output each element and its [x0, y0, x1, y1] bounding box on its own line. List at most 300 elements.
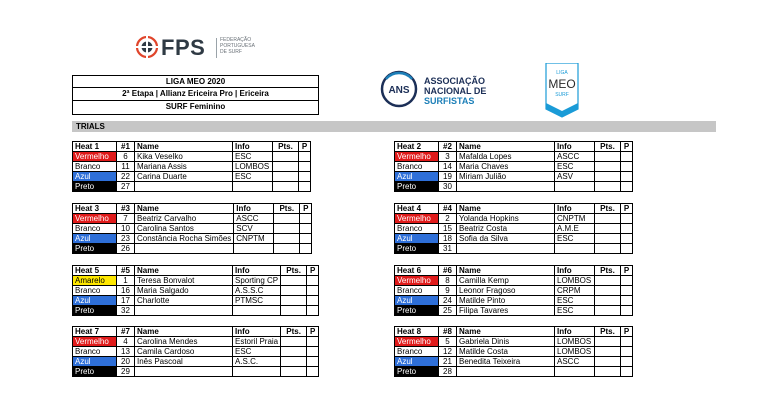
points-cell [273, 162, 299, 172]
place-cell [300, 244, 312, 254]
seed-cell: 27 [117, 182, 135, 192]
surfer-name-cell: Yolanda Hopkins [457, 214, 555, 224]
ans-wordmark [424, 76, 486, 106]
heat-label: Heat 4 [395, 204, 439, 214]
jersey-color-cell: Azul [73, 172, 117, 182]
surfer-name-cell: Matilde Pinto [457, 296, 555, 306]
club-info-cell: ESC [233, 172, 273, 182]
heat-number: #6 [439, 266, 457, 276]
table-row [73, 357, 319, 367]
seed-cell: 4 [117, 337, 135, 347]
club-info-cell: ASCC [234, 214, 274, 224]
seed-cell: 30 [439, 182, 457, 192]
place-cell [307, 296, 319, 306]
surfer-name-cell: Carolina Mendes [135, 337, 233, 347]
ans-line-3: SURFISTAS [424, 96, 475, 106]
jersey-color-cell: Branco [73, 224, 117, 234]
liga-meo-logo [545, 63, 579, 118]
col-header-name: Name [135, 142, 233, 152]
club-info-cell: LOMBOS [555, 337, 595, 347]
club-info-cell: A.M.E [555, 224, 595, 234]
place-cell [307, 276, 319, 286]
points-cell [274, 224, 300, 234]
place-cell [299, 162, 311, 172]
jersey-color-cell: Branco [395, 347, 439, 357]
points-cell [281, 357, 307, 367]
place-cell [621, 337, 633, 347]
table-row [73, 276, 319, 286]
jersey-color-cell: Branco [73, 347, 117, 357]
ans-emblem-icon [380, 70, 418, 108]
points-cell [595, 306, 621, 316]
seed-cell: 5 [439, 337, 457, 347]
heat-table [394, 265, 633, 316]
col-header-p: P [300, 204, 312, 214]
jersey-color-cell: Azul [395, 172, 439, 182]
seed-cell: 21 [439, 357, 457, 367]
points-cell [281, 347, 307, 357]
points-cell [281, 276, 307, 286]
points-cell [595, 214, 621, 224]
col-header-name: Name [457, 266, 555, 276]
table-row [73, 214, 312, 224]
fps-logo [136, 34, 261, 66]
table-row [395, 286, 633, 296]
col-header-info: Info [555, 327, 595, 337]
club-info-cell: ESC [555, 234, 595, 244]
trials-section-bar: TRIALS [72, 121, 716, 132]
col-header-info: Info [555, 204, 595, 214]
table-row [395, 296, 633, 306]
table-row [73, 367, 319, 377]
jersey-color-cell: Preto [73, 306, 117, 316]
club-info-cell [233, 182, 273, 192]
club-info-cell: Sporting CP [233, 276, 281, 286]
place-cell [299, 152, 311, 162]
club-info-cell: CNPTM [234, 234, 274, 244]
points-cell [595, 152, 621, 162]
place-cell [621, 276, 633, 286]
col-header-info: Info [233, 266, 281, 276]
surfer-name-cell: Camilla Kemp [457, 276, 555, 286]
col-header-name: Name [457, 204, 555, 214]
col-header-info: Info [555, 142, 595, 152]
heat-label: Heat 2 [395, 142, 439, 152]
club-info-cell [233, 306, 281, 316]
heat-table [394, 203, 633, 254]
heat-label: Heat 7 [73, 327, 117, 337]
place-cell [299, 172, 311, 182]
points-cell [595, 347, 621, 357]
place-cell [621, 152, 633, 162]
seed-cell: 15 [439, 224, 457, 234]
jersey-color-cell: Branco [73, 286, 117, 296]
table-row [73, 152, 311, 162]
heat-header-row [395, 327, 633, 337]
surfer-name-cell [135, 367, 233, 377]
jersey-color-cell: Azul [395, 357, 439, 367]
points-cell [274, 234, 300, 244]
col-header-pts: Pts. [595, 327, 621, 337]
table-row [395, 367, 633, 377]
place-cell [621, 244, 633, 254]
seed-cell: 6 [117, 152, 135, 162]
place-cell [307, 337, 319, 347]
table-row [395, 347, 633, 357]
seed-cell: 17 [117, 296, 135, 306]
heat-table [72, 265, 319, 316]
surfer-name-cell: Matilde Costa [457, 347, 555, 357]
jersey-color-cell: Preto [395, 306, 439, 316]
table-row [395, 244, 633, 254]
jersey-color-cell: Branco [395, 286, 439, 296]
club-info-cell: A.S.C. [233, 357, 281, 367]
seed-cell: 18 [439, 234, 457, 244]
seed-cell: 8 [439, 276, 457, 286]
table-row [73, 162, 311, 172]
col-header-info: Info [233, 327, 281, 337]
points-cell [281, 367, 307, 377]
seed-cell: 14 [439, 162, 457, 172]
jersey-color-cell: Vermelho [73, 152, 117, 162]
col-header-pts: Pts. [281, 327, 307, 337]
table-row [73, 224, 312, 234]
club-info-cell: LOMBOS [555, 347, 595, 357]
place-cell [621, 347, 633, 357]
surfer-name-cell: Maria Salgado [135, 286, 233, 296]
place-cell [621, 306, 633, 316]
table-row [73, 337, 319, 347]
points-cell [595, 224, 621, 234]
seed-cell: 31 [439, 244, 457, 254]
surfer-name-cell: Constância Rocha Simões [135, 234, 234, 244]
col-header-p: P [621, 266, 633, 276]
heat-number: #4 [439, 204, 457, 214]
surfer-name-cell: Gabriela Dinis [457, 337, 555, 347]
seed-cell: 1 [117, 276, 135, 286]
surfer-name-cell: Teresa Bonvalot [135, 276, 233, 286]
jersey-color-cell: Azul [395, 234, 439, 244]
points-cell [273, 152, 299, 162]
col-header-name: Name [135, 204, 234, 214]
jersey-color-cell: Azul [73, 234, 117, 244]
seed-cell: 16 [117, 286, 135, 296]
surfer-name-cell: Carina Duarte [135, 172, 233, 182]
heat-header-row [73, 204, 312, 214]
club-info-cell: CNPTM [555, 214, 595, 224]
seed-cell: 7 [117, 214, 135, 224]
club-info-cell [233, 367, 281, 377]
seed-cell: 23 [117, 234, 135, 244]
points-cell [595, 337, 621, 347]
surfer-name-cell: Filipa Tavares [457, 306, 555, 316]
heat-table [394, 326, 633, 377]
heat-label: Heat 5 [73, 266, 117, 276]
table-row [395, 152, 633, 162]
seed-cell: 20 [117, 357, 135, 367]
table-row [73, 296, 319, 306]
place-cell [621, 172, 633, 182]
heat-number: #1 [117, 142, 135, 152]
fps-sub-line-2: PORTUGUESA [220, 43, 255, 49]
club-info-cell [234, 244, 274, 254]
surfer-name-cell: Sofia da Silva [457, 234, 555, 244]
seed-cell: 11 [117, 162, 135, 172]
points-cell [281, 296, 307, 306]
seed-cell: 12 [439, 347, 457, 357]
fps-emblem-icon [136, 36, 158, 58]
col-header-pts: Pts. [595, 142, 621, 152]
seed-cell: 25 [439, 306, 457, 316]
club-info-cell: ASCC [555, 357, 595, 367]
table-row [73, 182, 311, 192]
club-info-cell: PTMSC [233, 296, 281, 306]
place-cell [621, 367, 633, 377]
jersey-color-cell: Amarelo [73, 276, 117, 286]
points-cell [273, 182, 299, 192]
surfer-name-cell: Benedita Teixeira [457, 357, 555, 367]
jersey-color-cell: Branco [395, 224, 439, 234]
category-title: SURF Feminino [165, 101, 226, 111]
meo-main: MEO [548, 77, 576, 91]
place-cell [307, 357, 319, 367]
club-info-cell: ASCC [555, 152, 595, 162]
col-header-p: P [621, 142, 633, 152]
place-cell [621, 286, 633, 296]
stage-title: 2ª Etapa | Allianz Ericeira Pro | Ericeira [73, 88, 318, 100]
meo-top: LIGA [556, 70, 568, 76]
points-cell [281, 286, 307, 296]
col-header-info: Info [555, 266, 595, 276]
heat-header-row [395, 204, 633, 214]
heat-label: Heat 1 [73, 142, 117, 152]
seed-cell: 2 [439, 214, 457, 224]
heat-number: #8 [439, 327, 457, 337]
heat-number: #2 [439, 142, 457, 152]
league-title: LIGA MEO 2020 [73, 76, 318, 88]
points-cell [274, 244, 300, 254]
club-info-cell [555, 182, 595, 192]
heat-label: Heat 6 [395, 266, 439, 276]
col-header-pts: Pts. [281, 266, 307, 276]
points-cell [595, 182, 621, 192]
ans-logo [380, 70, 500, 110]
table-row [73, 347, 319, 357]
surfer-name-cell [135, 182, 233, 192]
ans-mark: ANS [388, 85, 410, 96]
club-info-cell: LOMBOS [233, 162, 273, 172]
club-info-cell: ESC [233, 347, 281, 357]
col-header-pts: Pts. [595, 266, 621, 276]
col-header-p: P [307, 266, 319, 276]
heat-number: #3 [117, 204, 135, 214]
surfer-name-cell: Inês Pascoal [135, 357, 233, 367]
seed-cell: 24 [439, 296, 457, 306]
place-cell [621, 182, 633, 192]
heat-header-row [73, 266, 319, 276]
table-row [73, 172, 311, 182]
heat-table [72, 326, 319, 377]
place-cell [300, 234, 312, 244]
heat-label: Heat 8 [395, 327, 439, 337]
ans-line-1: ASSOCIAÇÃO [424, 76, 486, 86]
surfer-name-cell: Beatriz Costa [457, 224, 555, 234]
table-row [73, 234, 312, 244]
jersey-color-cell: Azul [73, 357, 117, 367]
table-row [395, 234, 633, 244]
jersey-color-cell: Branco [395, 162, 439, 172]
jersey-color-cell: Preto [73, 182, 117, 192]
points-cell [595, 276, 621, 286]
place-cell [300, 224, 312, 234]
surfer-name-cell: Camila Cardoso [135, 347, 233, 357]
surfer-name-cell [457, 367, 555, 377]
col-header-p: P [621, 327, 633, 337]
col-header-p: P [621, 204, 633, 214]
seed-cell: 3 [439, 152, 457, 162]
table-row [395, 182, 633, 192]
place-cell [307, 306, 319, 316]
heat-header-row [395, 142, 633, 152]
ans-line-2: NACIONAL DE [424, 86, 487, 96]
place-cell [621, 224, 633, 234]
seed-cell: 13 [117, 347, 135, 357]
club-info-cell: ESC [555, 306, 595, 316]
table-row [395, 337, 633, 347]
surfer-name-cell [135, 306, 233, 316]
surfer-name-cell: Mariana Assis [135, 162, 233, 172]
col-header-name: Name [135, 327, 233, 337]
table-row [73, 286, 319, 296]
col-header-name: Name [457, 327, 555, 337]
club-info-cell: ESC [555, 296, 595, 306]
jersey-color-cell: Azul [395, 296, 439, 306]
points-cell [595, 244, 621, 254]
place-cell [299, 182, 311, 192]
heat-label: Heat 3 [73, 204, 117, 214]
heat-header-row [73, 142, 311, 152]
club-info-cell: ESC [555, 162, 595, 172]
heat-number: #5 [117, 266, 135, 276]
heat-table [72, 141, 311, 192]
jersey-color-cell: Vermelho [395, 214, 439, 224]
surfer-name-cell [457, 182, 555, 192]
jersey-color-cell: Preto [395, 244, 439, 254]
points-cell [274, 214, 300, 224]
points-cell [595, 162, 621, 172]
points-cell [595, 286, 621, 296]
fps-sub-line-1: FEDERAÇÃO [220, 37, 252, 43]
place-cell [621, 234, 633, 244]
place-cell [621, 162, 633, 172]
col-header-name: Name [135, 266, 233, 276]
points-cell [273, 172, 299, 182]
surfer-name-cell: Kika Veselko [135, 152, 233, 162]
jersey-color-cell: Vermelho [73, 337, 117, 347]
heat-header-row [73, 327, 319, 337]
table-row [395, 306, 633, 316]
surfer-name-cell: Charlotte [135, 296, 233, 306]
seed-cell: 19 [439, 172, 457, 182]
club-info-cell: CRPM [555, 286, 595, 296]
event-title-box [72, 75, 319, 115]
col-header-pts: Pts. [274, 204, 300, 214]
meo-bottom: SURF [555, 92, 569, 98]
place-cell [621, 357, 633, 367]
club-info-cell: SCV [234, 224, 274, 234]
col-header-name: Name [457, 142, 555, 152]
club-info-cell: Estoril Praia [233, 337, 281, 347]
jersey-color-cell: Preto [395, 182, 439, 192]
fps-sub-line-3: DE SURF [220, 49, 242, 55]
jersey-color-cell: Vermelho [395, 152, 439, 162]
surfer-name-cell: Carolina Santos [135, 224, 234, 234]
jersey-color-cell: Vermelho [395, 276, 439, 286]
points-cell [595, 357, 621, 367]
table-row [395, 224, 633, 234]
seed-cell: 28 [439, 367, 457, 377]
club-info-cell: LOMBOS [555, 276, 595, 286]
heat-table [394, 141, 633, 192]
surfer-name-cell: Beatriz Carvalho [135, 214, 234, 224]
jersey-color-cell: Preto [395, 367, 439, 377]
fps-acronym: FPS [161, 35, 206, 60]
fps-divider [216, 38, 217, 58]
place-cell [307, 367, 319, 377]
col-header-info: Info [233, 142, 273, 152]
club-info-cell [555, 367, 595, 377]
table-row [395, 214, 633, 224]
club-info-cell: ESC [233, 152, 273, 162]
seed-cell: 10 [117, 224, 135, 234]
jersey-color-cell: Preto [73, 244, 117, 254]
points-cell [595, 296, 621, 306]
heat-header-row [395, 266, 633, 276]
surfer-name-cell [457, 244, 555, 254]
seed-cell: 9 [439, 286, 457, 296]
surfer-name-cell: Mafalda Lopes [457, 152, 555, 162]
jersey-color-cell: Preto [73, 367, 117, 377]
place-cell [300, 214, 312, 224]
seed-cell: 26 [117, 244, 135, 254]
points-cell [595, 172, 621, 182]
table-row [73, 306, 319, 316]
heat-number: #7 [117, 327, 135, 337]
table-row [395, 162, 633, 172]
club-info-cell: ASV [555, 172, 595, 182]
jersey-color-cell: Branco [73, 162, 117, 172]
col-header-p: P [307, 327, 319, 337]
col-header-p: P [299, 142, 311, 152]
jersey-color-cell: Vermelho [395, 337, 439, 347]
club-info-cell [555, 244, 595, 254]
place-cell [621, 214, 633, 224]
points-cell [595, 234, 621, 244]
place-cell [307, 347, 319, 357]
jersey-color-cell: Azul [73, 296, 117, 306]
surfer-name-cell: Maria Chaves [457, 162, 555, 172]
table-row [73, 244, 312, 254]
place-cell [621, 296, 633, 306]
club-info-cell: A.S.S.C [233, 286, 281, 296]
seed-cell: 22 [117, 172, 135, 182]
surfer-name-cell [135, 244, 234, 254]
points-cell [281, 306, 307, 316]
table-row [395, 357, 633, 367]
seed-cell: 29 [117, 367, 135, 377]
surfer-name-cell: Miriam Julião [457, 172, 555, 182]
col-header-info: Info [234, 204, 274, 214]
